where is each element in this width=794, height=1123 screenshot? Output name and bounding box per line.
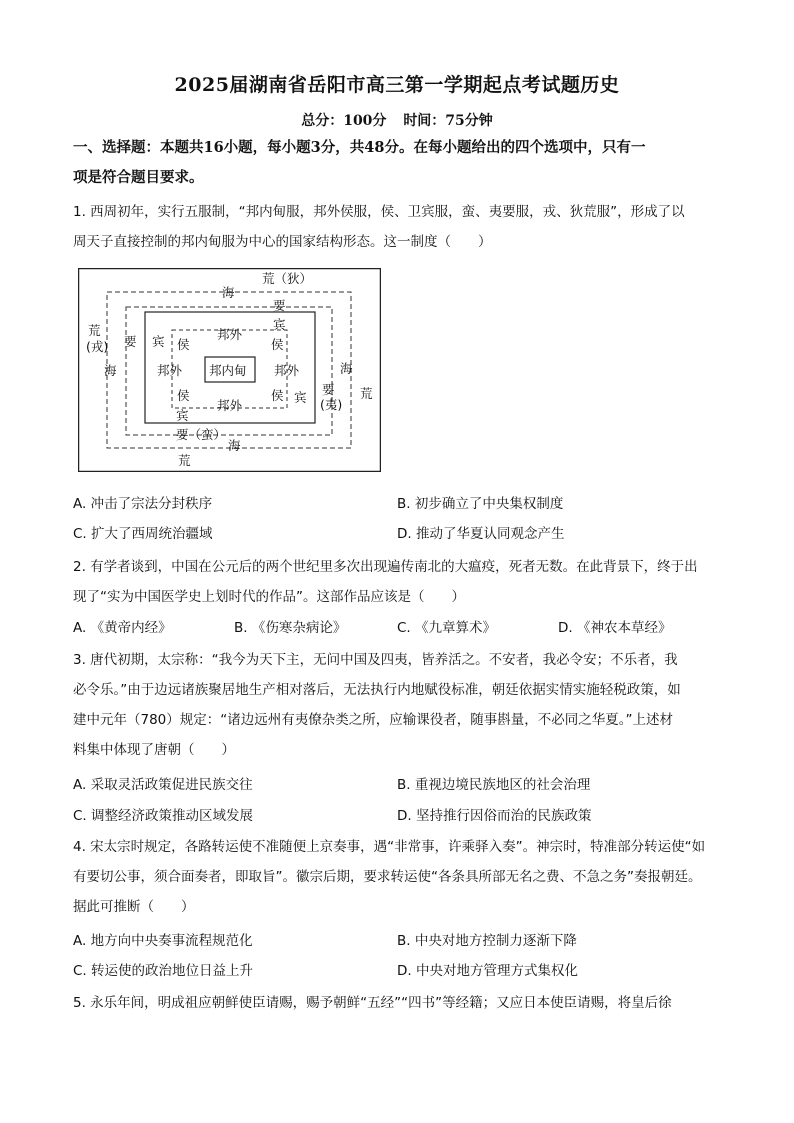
q1-option-a: A. 冲击了宗法分封秩序: [73, 496, 213, 512]
five-fu-diagram: [78, 268, 381, 472]
q2-option-a: A. 《黄帝内经》: [73, 620, 172, 636]
label-hai-bottom: 海: [228, 438, 241, 453]
label-bangwai-right: 邦外: [274, 363, 300, 378]
label-yao-yi-1: 要: [322, 382, 335, 397]
label-hou-tr: 侯: [271, 337, 284, 352]
label-hai-left: 海: [104, 363, 117, 378]
q3-stem-line4: 料集中体现了唐朝（ ）: [73, 742, 235, 758]
label-bangwai-left: 邦外: [157, 363, 183, 378]
label-yao-left: 要: [124, 334, 137, 349]
q2-option-b: B. 《伤寒杂病论》: [234, 620, 347, 636]
q3-option-a: A. 采取灵活政策促进民族交往: [73, 777, 253, 793]
label-bangneidian: 邦内甸: [209, 363, 247, 378]
label-hou-br: 侯: [271, 388, 284, 403]
q3-option-b: B. 重视边境民族地区的社会治理: [397, 777, 591, 793]
q3-option-d: D. 坚持推行因俗而治的民族政策: [397, 808, 592, 824]
label-yao-man: 要（蛮）: [176, 427, 227, 442]
q4-stem-line2: 有要切公事，须合面奏者，即取旨”。徽宗后期，要求转运使“各条具所部无名之费、不急之务”奏报朝廷。: [73, 869, 702, 885]
label-bangwai-bottom: 邦外: [217, 398, 243, 413]
label-huang-right: 荒: [360, 386, 373, 401]
q4-option-a: A. 地方向中央奏事流程规范化: [73, 933, 253, 949]
q1-option-d: D. 推动了华夏认同观念产生: [397, 526, 565, 542]
q2-option-c: C. 《九章算术》: [397, 620, 497, 636]
q1-option-c: C. 扩大了西周统治疆域: [73, 526, 213, 542]
label-huang-bottom: 荒: [178, 453, 191, 468]
q4-option-d: D. 中央对地方管理方式集权化: [397, 963, 578, 979]
q5-stem-line1: 5. 永乐年间，明成祖应朝鲜使臣请赐，赐予朝鲜“五经”“四书”等经籍；又应日本使臣请赐，将皇后徐: [73, 995, 672, 1011]
q1-option-b: B. 初步确立了中央集权制度: [397, 496, 564, 512]
q4-stem-line1: 4. 宋太宗时规定，各路转运使不准随便上京奏事，遇“非常事，许乘驿入奏”。神宗时，特准部分转运使“如: [73, 839, 706, 855]
exam-title: 2025届湖南省岳阳市高三第一学期起点考试题历史: [174, 74, 620, 96]
q3-option-c: C. 调整经济政策推动区域发展: [73, 808, 254, 824]
exam-subtitle: [0, 110, 794, 130]
label-huang-di: 荒（狄）: [262, 271, 313, 286]
label-hou-bl: 侯: [177, 388, 190, 403]
label-bin-bottom: 宾: [176, 408, 189, 423]
label-huang-rong-1: 荒: [88, 323, 101, 338]
label-huang-rong-2: (戎): [86, 339, 109, 354]
label-hou-tl: 侯: [177, 337, 190, 352]
q4-stem-line3: 据此可推断（ ）: [73, 899, 195, 915]
label-hai-right: 海: [340, 361, 353, 376]
exam-time: 时间：75分钟: [403, 113, 493, 129]
q4-option-b: B. 中央对地方控制力逐渐下降: [397, 933, 577, 949]
label-hai-top: 海: [222, 285, 235, 300]
q3-stem-line1: 3. 唐代初期，太宗称：“我今为天下主，无问中国及四夷，皆养活之。不安者，我必令安；不乐者，我: [73, 652, 678, 668]
q1-stem-line2: 周天子直接控制的邦内甸服为中心的国家结构形态。这一制度（ ）: [73, 234, 492, 250]
label-bin-right: 宾: [294, 390, 307, 405]
q4-option-c: C. 转运使的政治地位日益上升: [73, 963, 254, 979]
q3-stem-line2: 必令乐。”由于边远诸族聚居地生产相对落后，无法执行内地赋役标准，朝廷依据实情实施轻税政策，如: [73, 682, 681, 698]
q3-stem-line3: 建中元年（780）规定：“诸边远州有夷僚杂类之所，应输课役者，随事斟量，不必同之华夏。”上述材: [73, 712, 674, 728]
section-heading-line2: 项是符合题目要求。: [73, 169, 204, 186]
q2-option-d: D. 《神农本草经》: [558, 620, 672, 636]
q2-stem-line2: 现了“实为中国医学史上划时代的作品”。这部作品应该是（ ）: [73, 589, 465, 605]
label-bin-top: 宾: [273, 317, 286, 332]
section-heading-line1: 一、选择题：本题共16小题，每小题3分，共48分。在每小题给出的四个选项中，只有一: [73, 139, 646, 156]
label-yao-top: 要: [273, 298, 286, 313]
label-bangwai-top: 邦外: [217, 327, 243, 342]
label-yao-yi-2: (夷): [320, 397, 343, 412]
label-bin-left: 宾: [152, 334, 165, 349]
total-score: 总分：100分: [301, 113, 387, 129]
q2-stem-line1: 2. 有学者谈到，中国在公元后的两个世纪里多次出现遍传南北的大瘟疫，死者无数。在此背景下，终于出: [73, 559, 698, 575]
q1-stem-line1: 1. 西周初年，实行五服制，“邦内甸服，邦外侯服，侯、卫宾服，蛮、夷要服，戎、狄荒服”，形成了以: [73, 204, 685, 220]
